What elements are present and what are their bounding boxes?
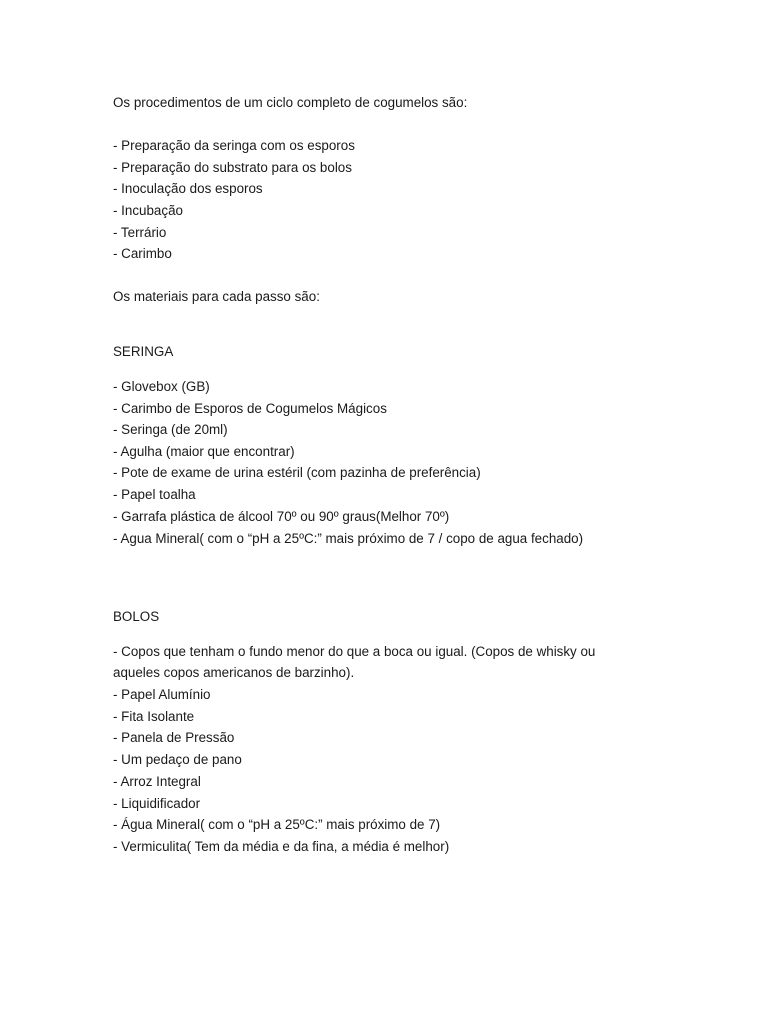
bolos-item: - Vermiculita( Tem da média e da fina, a média é melhor) [113, 839, 450, 854]
intro-text: Os procedimentos de um ciclo completo de cogumelos são: [113, 95, 468, 110]
section-heading-seringa: SERINGA [113, 344, 174, 359]
bolos-item: - Liquidificador [113, 796, 201, 811]
bolos-item: - Fita Isolante [113, 709, 195, 724]
seringa-item: - Carimbo de Esporos de Cogumelos Mágicos [113, 401, 387, 416]
bolos-item: - Papel Alumínio [113, 687, 211, 702]
seringa-item: - Garrafa plástica de álcool 70º ou 90º graus(Melhor 70º) [113, 509, 450, 524]
step-item: - Incubação [113, 203, 183, 218]
step-item: - Terrário [113, 225, 167, 240]
step-item: - Carimbo [113, 246, 172, 261]
step-item: - Preparação da seringa com os esporos [113, 138, 355, 153]
materials-intro: Os materiais para cada passo são: [113, 289, 320, 304]
bolos-item: - Um pedaço de pano [113, 752, 242, 767]
bolos-item: - Copos que tenham o fundo menor do que a boca ou igual. (Copos de whisky ou [113, 644, 596, 659]
seringa-item: - Pote de exame de urina estéril (com pazinha de preferência) [113, 465, 481, 480]
step-item: - Inoculação dos esporos [113, 181, 263, 196]
section-heading-bolos: BOLOS [113, 609, 160, 624]
seringa-item: - Agua Mineral( com o “pH a 25ºC:” mais próximo de 7 / copo de agua fechado) [113, 531, 584, 546]
bolos-item: - Arroz Integral [113, 774, 201, 789]
seringa-item: - Agulha (maior que encontrar) [113, 444, 295, 459]
step-item: - Preparação do substrato para os bolos [113, 160, 352, 175]
seringa-item: - Seringa (de 20ml) [113, 422, 228, 437]
bolos-item-continuation: aqueles copos americanos de barzinho). [113, 665, 355, 680]
seringa-item: - Papel toalha [113, 487, 196, 502]
bolos-item: - Panela de Pressão [113, 730, 235, 745]
seringa-item: - Glovebox (GB) [113, 379, 210, 394]
bolos-item: - Água Mineral( com o “pH a 25ºC:” mais próximo de 7) [113, 817, 441, 832]
